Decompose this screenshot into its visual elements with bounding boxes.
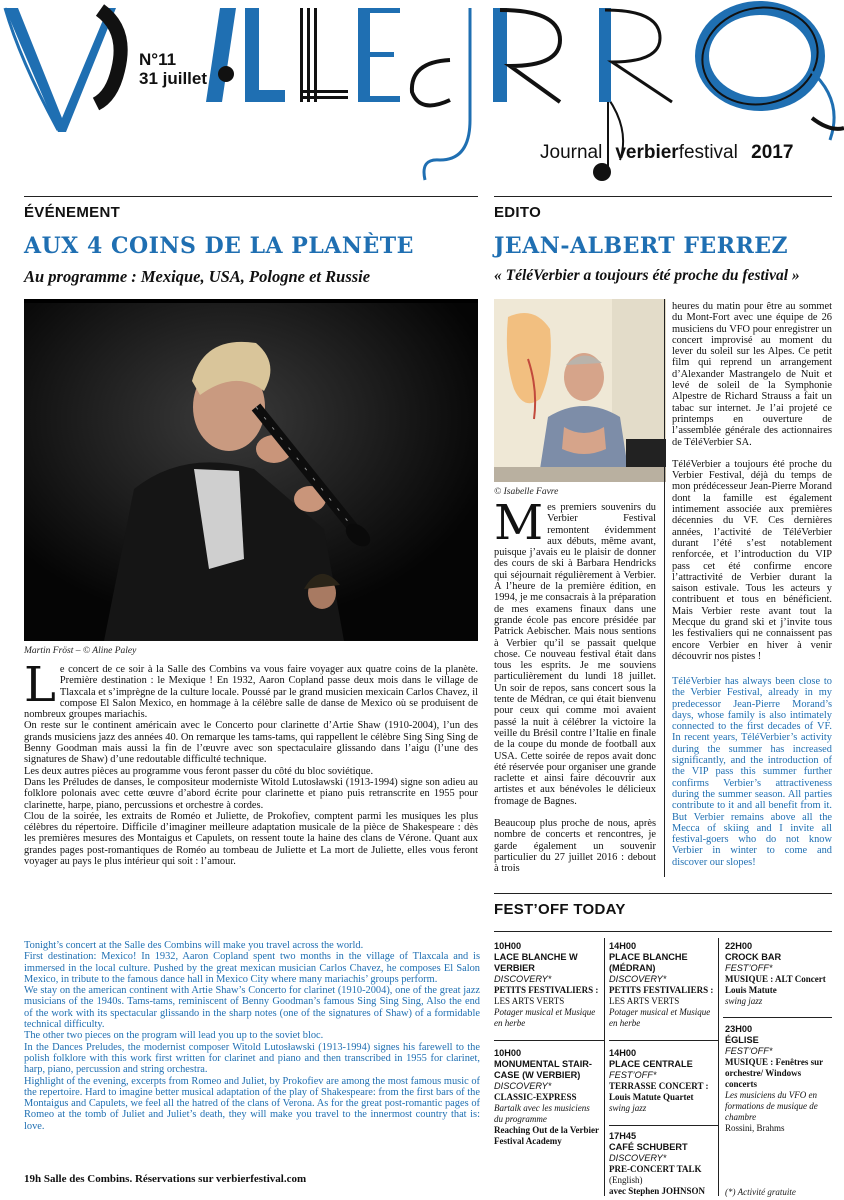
festoff-event [725,1024,831,1134]
event-label: DISCOVERY* [609,1153,667,1163]
event-footer: 19h Salle des Combins. Réservations sur verbierfestival.com [24,1173,307,1185]
divider [609,1125,718,1126]
divider [609,1040,718,1041]
festival-name: festival [678,142,738,163]
dropcap: M [494,495,544,551]
event-place: MONUMENTAL STAIR-CASE (W VERBIER) [494,1059,592,1080]
event-performers: avec Stephen JOHNSON [609,1186,706,1196]
event-lead: TERRASSE CONCERT : [609,1081,709,1091]
paragraph: TéléVerbier a toujours été proche du Verbier Festival, déjà du temps de mon prédécesseur Jean-Pierre Morand dont la famille est également intimement associée aux premières décennies du VF. Ces dernières années, l’activité de TéléVerbier durant l’été s’est notablement renforcée, et l’introduction du VIP pass cet été confirme encore l’attractivité de Verbier durant la saison estivale. Tous les acteurs y contribuent et tous en bénéficient. Mais Verbier reste avant tout la Mecque du grand ski et j’invite tous les festivaliers qui ne connaissent pas encore Verbier en hiver à venir découvrir nos pistes ! [672,458,832,662]
event-label: DISCOVERY* [494,974,552,984]
edito-english: TéléVerbier has always been close to the Verbier Festival, already in my predecessor Jean-Pierre Morand’s days, whose family is also intimately connected to the first decades of VF. In recent years, TéléVerbier’s activity during the summer has increased significantly, and the introduction of the VIP pass this summer further confirms Verbier’s attractiveness during the summer season. All parties contribute to it and all benefit from it. But Verbier remains above all the Mecca of skiing and I invite all festival-goers who do not know Verbier in winter to come and discover our slopes! [672,676,832,868]
issue-date: 31 juillet [139,69,208,88]
paragraph: e concert de ce soir à la Salle des Combins va vous faire voyager aux quatre coins de la planète. Première destination : le Mexique ! En 1932, Aaron Copland passe deux mois dans le village de Tlaxcala et s’imprègne de la culture locale. Poussé par le grand musicien mexicain Carlos Chavez, il compose El Salon Mexico, en hommage à la célèbre salle de danse de Mexico où se produisent de nombreux groupes mariachis. [24,664,478,721]
event-label: FEST’OFF* [725,1046,773,1056]
event-item: (English) [609,1175,643,1185]
event-lead: MUSIQUE : Fenêtres sur orchestre/ Windows concerts [725,1057,823,1089]
paragraph: Tonight’s concert at the Salle des Combins will make you travel across the world. [24,940,364,951]
divider [494,1040,604,1041]
issue-number: N°11 [139,50,177,69]
event-place: CROCK BAR [725,952,782,962]
section-label-festoff: FEST’OFF TODAY [494,901,626,918]
article-body-fr [24,657,478,868]
photo-caption: Martin Fröst – © Aline Paley [24,646,137,656]
edito-column-2 [672,301,832,662]
event-desc: swing jazz [609,1103,647,1113]
event-desc: Potager musical et Musique en herbe [494,1007,596,1028]
festoff-event [494,1048,600,1147]
event-lead: PETITS FESTIVALIERS : [609,985,714,995]
section-label-edito: EDITO [494,204,542,221]
event-item: LES ARTS VERTS [494,996,565,1006]
divider [494,196,832,197]
event-time: 22H00 [725,941,753,951]
year: 2017 [751,142,794,163]
event-place: PLACE BLANCHE (MÉDRAN) [609,952,688,973]
paragraph: Dans les Préludes de danses, le compositeur moderniste Witold Lutosławski (1913-1994) signe son adieu au folklore polonais avec cette œuvre d’abord écrite pour clarinette et piano puis retranscrite en 1955 pour clarinette, harpe, piano, percussions et orchestre à cordes. [24,776,478,811]
divider [664,299,665,877]
event-place: CAFÉ SCHUBERT [609,1142,688,1152]
divider [718,938,719,1196]
masthead [0,0,844,190]
event-lead: CLASSIC-EXPRESS [494,1092,577,1102]
event-time: 17H45 [609,1131,637,1141]
divider [494,931,832,932]
edito-subtitle: « TéléVerbier a toujours été proche du festival » [494,267,800,284]
event-label: DISCOVERY* [609,974,667,984]
event-time: 10H00 [494,941,522,951]
festoff-event [609,1048,715,1114]
paragraph: Highlight of the evening, excerpts from Romeo and Juliet, by Prokofiev are among the most famous music of the repertoire. Hard to imagine better musical adaptation of the play of Shakespeare: from the first bars of the Montaigus and Capulets, we feel all the hatred of the clans of Verona. As for the great post-romantic pages of Romeo at the tomb of Juliet and Juliet’s death, they will make you travel to the innermost country that is: love. [24,1075,480,1132]
event-desc: Potager musical et Musique en herbe [609,1007,711,1028]
divider [24,196,478,197]
article-subtitle: Au programme : Mexique, USA, Pologne et Russie [24,267,371,286]
event-lead: PETITS FESTIVALIERS : [494,985,599,995]
portrait-caption: © Isabelle Favre [494,487,559,497]
section-label-evenement: ÉVÉNEMENT [24,204,121,221]
event-performers: Louis Matute [725,985,777,995]
paragraph: Clou de la soirée, les extraits de Roméo et Juliette, de Prokofiev, comptent parmi les musiques les plus célèbres du répertoire. Difficile d’imaginer meilleure adaptation musicale de la pièce de Shakespeare : dès les premières mesures des Montaigus et Capulets, on ressent toute la haine des clans de Vérone. Quant aux grandes pages post-romantiques de Roméo au tombeau de Juliette et La mort de Juliette, elles vous feront voyager au pays le plus intérieur qui soit : l’amour. [24,810,478,868]
paragraph: es premiers souvenirs du Verbier Festival remontent évidemment aux débuts, même avant, puisque j’avais eu le plaisir de donner des cours de ski à Barbara Hendricks qui séjournait régulièrement à Verbier. A l’heure de la première édition, en 1994, je me consacrais à la préparation de mes examens finaux dans une grande école pas encore présidée par Patrick Aebischer. Mais nous sentions à Verbier qu’il se passait quelque chose. Ce nouveau festival était dans tous les esprits. Je me souviens particulièrement du lundi 18 juillet. Un soir de repos, sans concert sous la tente de Médran, ce qui était bienvenu pour ceux qui comme moi avaient passé la nuit à célébrer la victoire la veille du Brésil contre l’Italie en finale de la coupe du monde de football aux USA. Cette soirée de repos avait donc été réservée pour organiser une grande raclette et ainsi faire découvrir aux artistes et aux bénévoles le délicieux fromage de Bagnes. [494,502,656,807]
event-label: DISCOVERY* [494,1081,552,1091]
paragraph: First destination: Mexico! In 1932, Aaron Copland spent two months in the village of Tlaxcala and is immersed in the local culture. Pushed by the great mexican musician Carlos Chavez, he composes El Salon Mexico, in tribute to the famous dance hall in Mexico City where many mariachis’ groups perform. [24,951,480,985]
festoff-event [609,1131,715,1197]
issue-info [139,50,207,88]
event-desc: Les musiciens du VFO en formations de musique de chambre [725,1090,818,1122]
paragraph: Beaucoup plus proche de nous, après nombre de concerts et rencontres, je garde également un souvenir particulier du 27 juillet 2016 : debout à trois [494,818,656,875]
event-place: PLACE CENTRALE [609,1059,693,1069]
event-time: 14H00 [609,1048,637,1058]
event-label: FEST’OFF* [725,963,773,973]
event-time: 10H00 [494,1048,522,1058]
journal-label: Journal [540,142,603,163]
free-activity-note: (*) Activité gratuite [725,1187,796,1197]
divider [723,1017,832,1018]
event-desc: swing jazz [725,996,763,1006]
paragraph: Les deux autres pièces au programme vous feront passer du côté du bloc soviétique. [24,765,374,777]
article-title: AUX 4 COINS DE LA PLANÈTE [24,233,414,259]
edito-title: JEAN-ALBERT FERREZ [494,233,789,259]
event-performers: Louis Matute Quartet [609,1092,694,1102]
divider [494,893,832,894]
event-label: FEST’OFF* [609,1070,657,1080]
festoff-event [725,941,831,1007]
paragraph: We stay on the american continent with Artie Shaw’s Concerto for clarinet (1910-2004), one of the great jazz musicians of the 1940s. Tams-tams, reminiscent of Benny Goodman’s famous Sing Sing Sing, Also the end of the work with its spectacular glissando in the sharp notes (one of the signatures of Shaw) of a formidable technical difficulty. [24,985,480,1031]
event-lead: MUSIQUE : ALT Concert [725,974,826,984]
dropcap: L [24,657,56,713]
paragraph: The other two pieces on the program will lead you up to the soviet bloc. [24,1030,324,1042]
paragraph: heures du matin pour être au sommet du Mont-Fort avec une équipe de 26 musiciens du VFO pour enregistrer un concert improvisé au moment du lever du soleil sur les Alpes. Ce petit film qui reprend un arrangement d’Alexander Mastrangelo de Nuit et levé de soleil de la Symphonie Alpestre de Richard Strauss a fait un tabac sur internet. Je l’ai projeté ce printemps en ouverture de l’assemblée générale des actionnaires de TéléVerbier SA. [672,301,832,448]
event-desc: Bartalk avec les musiciens du programme [494,1103,590,1124]
journal-brand [540,140,793,164]
event-item: LES ARTS VERTS [609,996,680,1006]
festival-name-bold: verbier [615,142,679,163]
event-place: LACE BLANCHE W VERBIER [494,952,578,973]
event-item: Rossini, Brahms [725,1123,785,1133]
paragraph: On reste sur le continent américain avec le Concerto pour clarinette d’Artie Shaw (1910-2004), l’un des grands musiciens jazz des années 40. On remarque les tams-tams, qui rappellent le célèbre Sing Sing Sing de Benny Goodman mais aussi la fin de l’œuvre avec son spectaculaire glissando dans l’aigu (l’une des signatures de Shaw) d’une redoutable difficulté technique. [24,720,478,766]
portrait-photo [494,299,666,482]
paragraph: In the Dances Preludes, the modernist composer Witold Lutosławski (1913-1994) signes his farewell to the polish folklore with this work first written for clarinet and piano and then transcribed in 1955 for clarinet, harp, piano, percussion and string orchestra. [24,1041,480,1076]
edito-column-1 [494,495,656,875]
event-time: 14H00 [609,941,637,951]
festoff-event [609,941,715,1029]
divider [604,938,605,1196]
divider [608,140,609,162]
event-lead: PRE-CONCERT TALK [609,1164,702,1174]
clarinetist-photo [24,299,478,641]
festoff-event [494,941,600,1029]
event-performers: Reaching Out de la Verbier Festival Academy [494,1125,599,1146]
event-time: 23H00 [725,1024,753,1034]
event-place: ÉGLISE [725,1035,759,1045]
article-body-en [24,940,480,1132]
